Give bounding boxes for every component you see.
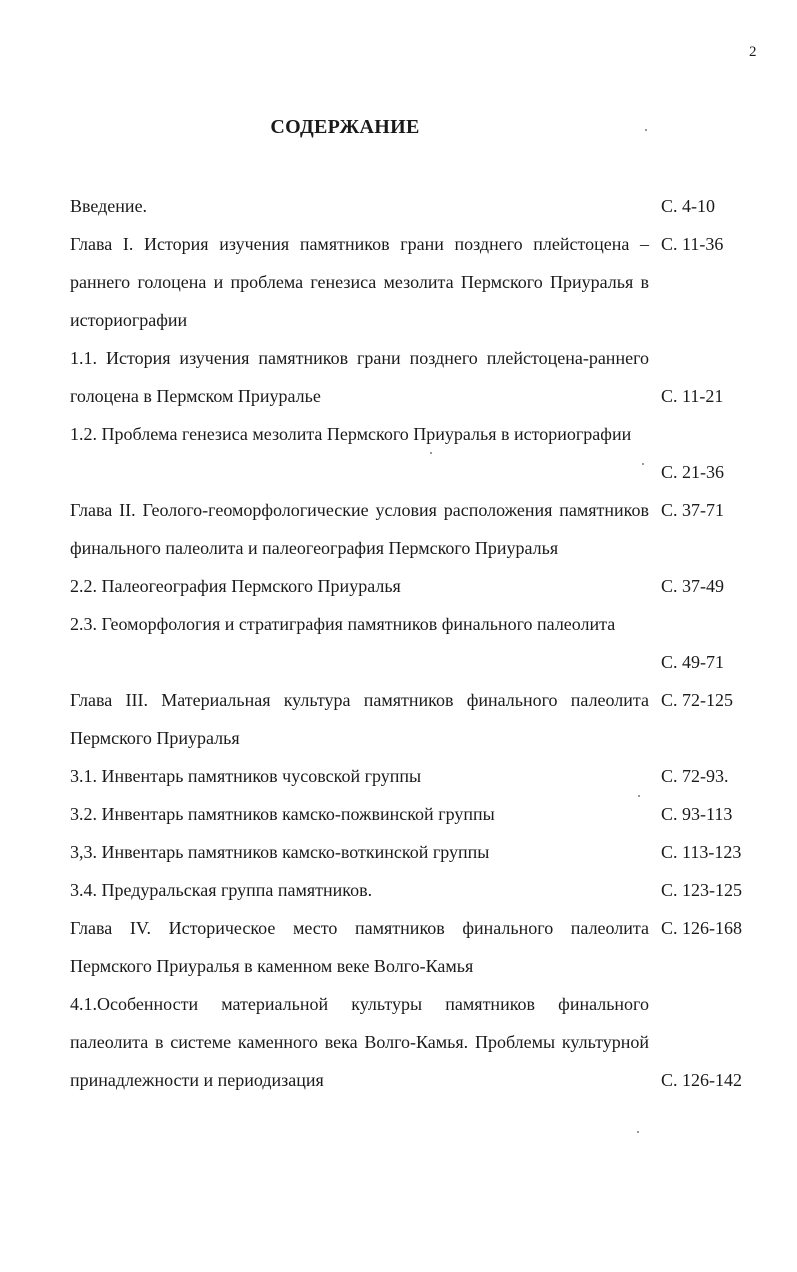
toc-entry-section-3-4 [70, 871, 760, 909]
toc-entry-text: 1.2. Проблема генезиса мезолита Пермского Приуралья в историографии [70, 424, 632, 444]
page-title: СОДЕРЖАНИЕ [270, 116, 420, 138]
toc-entry-page: С. 49-71 [661, 652, 724, 672]
toc-entry-section-1-1 [70, 339, 760, 415]
toc-entry-text: 2.2. Палеогеография Пермского Приуралья [70, 576, 401, 596]
toc-entry-section-1-2 [70, 415, 760, 491]
toc-entry-section-3-2 [70, 795, 760, 833]
toc-entry-text: 2.3. Геоморфология и стратиграфия памятников финального палеолита [70, 614, 616, 634]
toc-entry-section-2-2 [70, 567, 760, 605]
toc-entry-page: С. 126-168 [661, 918, 742, 938]
toc-entry-page: С. 21-36 [661, 462, 724, 482]
toc-entry-text: Глава II. Геолого-геоморфологические условия расположения памятников финального палеолита и палеогеография Пермского Приуралья [70, 500, 649, 558]
toc-entry-page: С. 11-21 [661, 386, 724, 406]
toc-entry-text: Введение. [70, 196, 148, 216]
toc-entry-text: Глава IV. Историческое место памятников финального палеолита Пермского Приуралья в каменном веке Волго-Камья [70, 918, 649, 976]
toc-entry-page: С. 126-142 [661, 1070, 742, 1090]
toc-entry-text: 3,3. Инвентарь памятников камско-воткинской группы [70, 842, 490, 862]
page-number: 2 [749, 44, 757, 60]
scan-speck [642, 463, 644, 465]
toc-entry-introduction [70, 187, 760, 225]
toc-entry-chapter-2 [70, 491, 760, 567]
toc-entry-page: С. 4-10 [661, 196, 715, 216]
toc-entry-text: 3.1. Инвентарь памятников чусовской группы [70, 766, 422, 786]
toc-entry-text: 4.1.Особенности материальной культуры памятников финального палеолита в системе каменного века Волго-Камья. Проблемы культурной принадлежности и периодизация [70, 994, 649, 1090]
scan-speck [637, 1131, 639, 1133]
scan-speck [430, 452, 432, 454]
toc-entry-text: 3.4. Предуральская группа памятников. [70, 880, 373, 900]
toc-entry-page: С. 37-71 [661, 500, 724, 520]
toc-entry-section-2-3 [70, 605, 760, 681]
table-of-contents [70, 187, 760, 1099]
toc-entry-chapter-4 [70, 909, 760, 985]
toc-entry-page: С. 72-93. [661, 766, 729, 786]
scan-speck [645, 129, 647, 131]
toc-entry-text: 3.2. Инвентарь памятников камско-пожвинской группы [70, 804, 495, 824]
toc-entry-page: С. 123-125 [661, 880, 742, 900]
toc-entry-section-3-3 [70, 833, 760, 871]
scan-speck [638, 795, 640, 797]
toc-entry-page: С. 11-36 [661, 234, 724, 254]
toc-entry-page: С. 37-49 [661, 576, 724, 596]
toc-entry-text: 1.1. История изучения памятников грани позднего плейстоцена-раннего голоцена в Пермском Приуралье [70, 348, 649, 406]
toc-entry-page: С. 113-123 [661, 842, 742, 862]
toc-entry-section-3-1 [70, 757, 760, 795]
toc-entry-text: Глава I. История изучения памятников грани позднего плейстоцена – раннего голоцена и проблема генезиса мезолита Пермского Приуралья в историографии [70, 234, 649, 330]
toc-entry-chapter-1 [70, 225, 760, 339]
toc-entry-page: С. 72-125 [661, 690, 733, 710]
toc-entry-section-4-1 [70, 985, 760, 1099]
toc-entry-chapter-3 [70, 681, 760, 757]
toc-entry-text: Глава III. Материальная культура памятников финального палеолита Пермского Приуралья [70, 690, 649, 748]
toc-entry-page: С. 93-113 [661, 804, 733, 824]
